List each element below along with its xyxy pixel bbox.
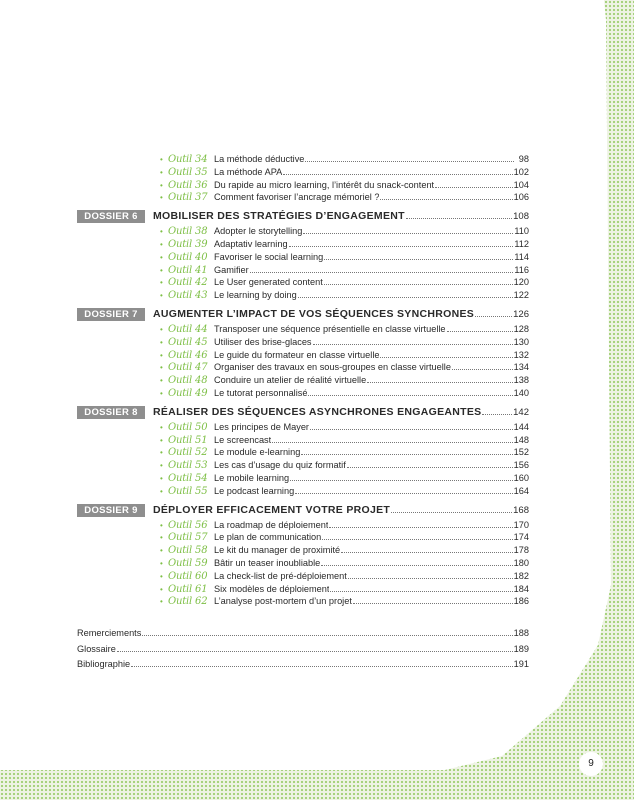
entry-page-number: 110 bbox=[514, 226, 529, 237]
dossier-page-number: 108 bbox=[513, 211, 529, 223]
entry-title: Adopter le storytelling bbox=[214, 226, 303, 237]
outil-label: Outil 58 bbox=[168, 545, 208, 557]
outil-label: Outil 50 bbox=[168, 421, 208, 433]
back-matter-page-number: 191 bbox=[513, 659, 529, 670]
dot-leader bbox=[324, 284, 513, 285]
toc-entry[interactable] bbox=[77, 276, 529, 289]
entry-title: Du rapide au micro learning, l’intérêt du snack-content bbox=[214, 179, 435, 190]
back-matter-page-number: 189 bbox=[513, 643, 529, 654]
entry-page-number: 148 bbox=[513, 434, 529, 445]
toc-entry[interactable] bbox=[77, 336, 529, 349]
outil-label: Outil 45 bbox=[168, 336, 208, 348]
entry-page-number: 132 bbox=[513, 349, 529, 360]
dot-leader bbox=[310, 429, 513, 430]
dossier-label: DOSSIER 9 bbox=[77, 504, 145, 517]
bullet-icon: • bbox=[160, 363, 163, 373]
entry-page-number: 170 bbox=[513, 519, 529, 530]
bullet-icon: • bbox=[160, 155, 163, 164]
back-matter-page-number: 188 bbox=[513, 628, 529, 639]
entry-page-number: 178 bbox=[513, 545, 529, 556]
outil-label: Outil 55 bbox=[168, 485, 208, 497]
dot-leader bbox=[131, 666, 513, 667]
entry-title: Le kit du manager de proximité bbox=[214, 545, 341, 556]
back-matter-title: Bibliographie bbox=[77, 659, 131, 670]
entry-title: Les cas d’usage du quiz formatif bbox=[214, 460, 346, 471]
dot-leader bbox=[367, 382, 512, 383]
toc-entry[interactable] bbox=[77, 264, 529, 277]
entry-page-number: 160 bbox=[513, 472, 529, 483]
dossier-heading[interactable] bbox=[77, 404, 529, 421]
outil-label: Outil 38 bbox=[168, 226, 208, 238]
back-matter-entry[interactable] bbox=[77, 642, 529, 658]
dossier-title: MOBILISER DES STRATÉGIES D’ENGAGEMENT bbox=[153, 210, 405, 223]
entry-title: Le mobile learning bbox=[214, 472, 290, 483]
toc-entry[interactable] bbox=[77, 179, 529, 192]
entry-title: L’analyse post-mortem d’un projet bbox=[214, 596, 352, 607]
entry-page-number: 174 bbox=[513, 532, 529, 543]
bullet-icon: • bbox=[160, 435, 163, 445]
entry-page-number: 164 bbox=[513, 485, 529, 496]
bullet-icon: • bbox=[160, 167, 163, 177]
bullet-icon: • bbox=[160, 291, 163, 301]
toc-entry[interactable] bbox=[77, 472, 529, 485]
entry-title: Comment favoriser l’ancrage mémoriel ? bbox=[214, 192, 380, 203]
back-matter-entry[interactable] bbox=[77, 626, 529, 642]
back-matter bbox=[0, 626, 529, 673]
entry-title: Gamifier bbox=[214, 264, 249, 275]
dossier-title: AUGMENTER L’IMPACT DE VOS SÉQUENCES SYNCHRONES bbox=[153, 307, 475, 320]
entry-title: Le tutorat personnalisé bbox=[214, 387, 308, 398]
dossier-label: DOSSIER 6 bbox=[77, 210, 145, 223]
toc-entry[interactable] bbox=[77, 238, 529, 251]
entry-title: La méthode déductive bbox=[214, 154, 305, 164]
outil-label: Outil 51 bbox=[168, 434, 208, 446]
outil-label: Outil 53 bbox=[168, 460, 208, 472]
dot-leader bbox=[329, 527, 512, 528]
toc-entry[interactable] bbox=[77, 374, 529, 387]
dot-leader bbox=[308, 395, 512, 396]
dot-leader bbox=[250, 272, 514, 273]
entry-page-number: 116 bbox=[514, 264, 529, 275]
dossier-page-number: 168 bbox=[513, 504, 529, 516]
dot-leader bbox=[117, 651, 513, 652]
outil-label: Outil 35 bbox=[168, 166, 208, 178]
entry-title: Transposer une séquence présentielle en classe virtuelle bbox=[214, 323, 446, 334]
outil-label: Outil 39 bbox=[168, 238, 208, 250]
dot-leader bbox=[452, 369, 513, 370]
dossier-label: DOSSIER 7 bbox=[77, 308, 145, 321]
entry-title: Le module e-learning bbox=[214, 447, 301, 458]
entry-page-number: 184 bbox=[513, 583, 529, 594]
outil-label: Outil 44 bbox=[168, 323, 208, 335]
toc-entry[interactable] bbox=[77, 485, 529, 498]
toc-entry[interactable] bbox=[77, 557, 529, 570]
bullet-icon: • bbox=[160, 422, 163, 432]
dot-leader bbox=[330, 591, 512, 592]
bullet-icon: • bbox=[160, 239, 163, 249]
bullet-icon: • bbox=[160, 597, 163, 607]
bullet-icon: • bbox=[160, 571, 163, 581]
toc-entry[interactable] bbox=[77, 544, 529, 557]
outil-label: Outil 37 bbox=[168, 192, 208, 204]
entry-page-number: 182 bbox=[513, 570, 529, 581]
back-matter-title: Glossaire bbox=[77, 643, 116, 654]
entry-title: Le podcast learning bbox=[214, 485, 295, 496]
outil-label: Outil 34 bbox=[168, 154, 208, 165]
dossier-heading[interactable] bbox=[77, 208, 529, 225]
bullet-icon: • bbox=[160, 376, 163, 386]
entry-page-number: 186 bbox=[513, 596, 529, 607]
back-matter-title: Remerciements bbox=[77, 628, 142, 639]
toc-entry[interactable] bbox=[77, 289, 529, 302]
dot-leader bbox=[380, 199, 512, 200]
dot-leader bbox=[272, 442, 512, 443]
bullet-icon: • bbox=[160, 533, 163, 543]
dossier-title: DÉPLOYER EFFICACEMENT VOTRE PROJET bbox=[153, 503, 391, 516]
toc-entry[interactable] bbox=[77, 434, 529, 447]
bullet-icon: • bbox=[160, 324, 163, 334]
bullet-icon: • bbox=[160, 473, 163, 483]
dot-leader bbox=[391, 512, 512, 513]
entry-page-number: 144 bbox=[513, 421, 529, 432]
entry-page-number: 140 bbox=[513, 387, 529, 398]
entry-title: La méthode APA bbox=[214, 166, 283, 177]
bullet-icon: • bbox=[160, 448, 163, 458]
entry-page-number: 104 bbox=[513, 179, 529, 190]
outil-label: Outil 62 bbox=[168, 596, 208, 608]
dot-leader bbox=[301, 454, 512, 455]
entry-title: Adaptativ learning bbox=[214, 238, 288, 249]
toc-entry[interactable] bbox=[77, 595, 529, 608]
outil-label: Outil 46 bbox=[168, 349, 208, 361]
entry-page-number: 130 bbox=[513, 336, 529, 347]
dot-leader bbox=[353, 603, 513, 604]
entry-title: Six modèles de déploiement bbox=[214, 583, 330, 594]
dot-leader bbox=[321, 565, 512, 566]
dot-leader bbox=[289, 246, 514, 247]
dot-leader bbox=[324, 259, 513, 260]
toc-entry[interactable] bbox=[77, 531, 529, 544]
entry-title: Conduire un atelier de réalité virtuelle bbox=[214, 375, 367, 386]
entry-page-number: 134 bbox=[513, 362, 529, 373]
dot-leader bbox=[406, 218, 512, 219]
entry-page-number: 180 bbox=[513, 557, 529, 568]
outil-label: Outil 42 bbox=[168, 277, 208, 289]
entry-title: Le User generated content bbox=[214, 277, 323, 288]
outil-label: Outil 48 bbox=[168, 375, 208, 387]
dot-leader bbox=[347, 467, 513, 468]
entry-title: Le screencast bbox=[214, 434, 272, 445]
toc-entry[interactable] bbox=[77, 225, 529, 238]
dossier-page-number: 142 bbox=[513, 406, 529, 418]
outil-label: Outil 47 bbox=[168, 362, 208, 374]
dot-leader bbox=[447, 331, 513, 332]
entry-title: Favoriser le social learning bbox=[214, 251, 324, 262]
dot-leader bbox=[283, 174, 512, 175]
toc-entry[interactable] bbox=[77, 251, 529, 264]
outil-label: Outil 49 bbox=[168, 387, 208, 399]
entry-page-number: 112 bbox=[514, 238, 529, 249]
bullet-icon: • bbox=[160, 461, 163, 471]
entry-page-number: 106 bbox=[513, 192, 529, 203]
dot-leader bbox=[341, 552, 513, 553]
entry-page-number: 122 bbox=[513, 290, 529, 301]
dot-leader bbox=[435, 187, 513, 188]
entry-title: Les principes de Mayer bbox=[214, 421, 309, 432]
outil-label: Outil 41 bbox=[168, 264, 208, 276]
toc-entry[interactable] bbox=[77, 191, 529, 204]
bullet-icon: • bbox=[160, 520, 163, 530]
dot-leader bbox=[475, 316, 512, 317]
toc-entry[interactable] bbox=[77, 519, 529, 532]
toc-entry[interactable] bbox=[77, 323, 529, 336]
outil-label: Outil 57 bbox=[168, 532, 208, 544]
entry-page-number: 114 bbox=[514, 251, 529, 262]
toc-entry[interactable] bbox=[77, 583, 529, 596]
toc-entry[interactable] bbox=[77, 421, 529, 434]
toc-entry[interactable] bbox=[77, 349, 529, 362]
dot-leader bbox=[295, 493, 512, 494]
dot-leader bbox=[380, 357, 512, 358]
toc-entry[interactable] bbox=[77, 459, 529, 472]
outil-label: Outil 56 bbox=[168, 519, 208, 531]
dossier-label: DOSSIER 8 bbox=[77, 406, 145, 419]
entry-page-number: 152 bbox=[513, 447, 529, 458]
outil-label: Outil 60 bbox=[168, 570, 208, 582]
dossier-page-number: 126 bbox=[513, 308, 529, 320]
outil-label: Outil 52 bbox=[168, 447, 208, 459]
dot-leader bbox=[290, 480, 513, 481]
entry-title: Bâtir un teaser inoubliable bbox=[214, 557, 321, 568]
entry-page-number: 156 bbox=[513, 460, 529, 471]
outil-label: Outil 59 bbox=[168, 557, 208, 569]
toc-entry[interactable] bbox=[77, 446, 529, 459]
bullet-icon: • bbox=[160, 278, 163, 288]
bullet-icon: • bbox=[160, 558, 163, 568]
dot-leader bbox=[322, 539, 512, 540]
bullet-icon: • bbox=[160, 337, 163, 347]
dossier-title: RÉALISER DES SÉQUENCES ASYNCHRONES ENGAGEANTES bbox=[153, 405, 482, 418]
dot-leader bbox=[142, 635, 512, 636]
bullet-icon: • bbox=[160, 388, 163, 398]
outil-label: Outil 40 bbox=[168, 251, 208, 263]
bullet-icon: • bbox=[160, 252, 163, 262]
bullet-icon: • bbox=[160, 265, 163, 275]
toc-entry[interactable] bbox=[77, 153, 529, 166]
outil-label: Outil 61 bbox=[168, 583, 208, 595]
dot-leader bbox=[303, 233, 513, 234]
dot-leader bbox=[298, 297, 513, 298]
toc-entry[interactable] bbox=[77, 387, 529, 400]
entry-page-number: 120 bbox=[513, 277, 529, 288]
outil-label: Outil 36 bbox=[168, 179, 208, 191]
table-of-contents bbox=[77, 153, 529, 673]
dossier-heading[interactable] bbox=[77, 502, 529, 519]
entry-title: La roadmap de déploiement bbox=[214, 519, 329, 530]
entry-title: Utiliser des brise-glaces bbox=[214, 336, 312, 347]
dot-leader bbox=[305, 161, 514, 162]
toc-entry[interactable] bbox=[77, 166, 529, 179]
toc-entry[interactable] bbox=[77, 361, 529, 374]
dot-leader bbox=[348, 578, 513, 579]
outil-label: Outil 54 bbox=[168, 472, 208, 484]
bullet-icon: • bbox=[160, 180, 163, 190]
bullet-icon: • bbox=[160, 584, 163, 594]
entry-page-number: 98 bbox=[518, 154, 529, 164]
bullet-icon: • bbox=[160, 350, 163, 360]
bullet-icon: • bbox=[160, 486, 163, 496]
entry-title: La check-list de pré-déploiement bbox=[214, 570, 347, 581]
page-number: 9 bbox=[579, 752, 603, 776]
entry-page-number: 128 bbox=[513, 323, 529, 334]
entry-title: Organiser des travaux en sous-groupes en classe virtuelle bbox=[214, 362, 451, 373]
entry-page-number: 138 bbox=[513, 375, 529, 386]
back-matter-entry[interactable] bbox=[77, 657, 529, 673]
dot-leader bbox=[482, 414, 512, 415]
entry-title: Le plan de communication bbox=[214, 532, 322, 543]
toc-entry[interactable] bbox=[77, 570, 529, 583]
entry-title: Le learning by doing bbox=[214, 290, 297, 301]
dossier-heading[interactable] bbox=[77, 306, 529, 323]
entry-page-number: 102 bbox=[513, 166, 529, 177]
entry-title: Le guide du formateur en classe virtuelle bbox=[214, 349, 380, 360]
dot-leader bbox=[313, 344, 513, 345]
bullet-icon: • bbox=[160, 193, 163, 203]
bullet-icon: • bbox=[160, 546, 163, 556]
outil-label: Outil 43 bbox=[168, 290, 208, 302]
bullet-icon: • bbox=[160, 227, 163, 237]
